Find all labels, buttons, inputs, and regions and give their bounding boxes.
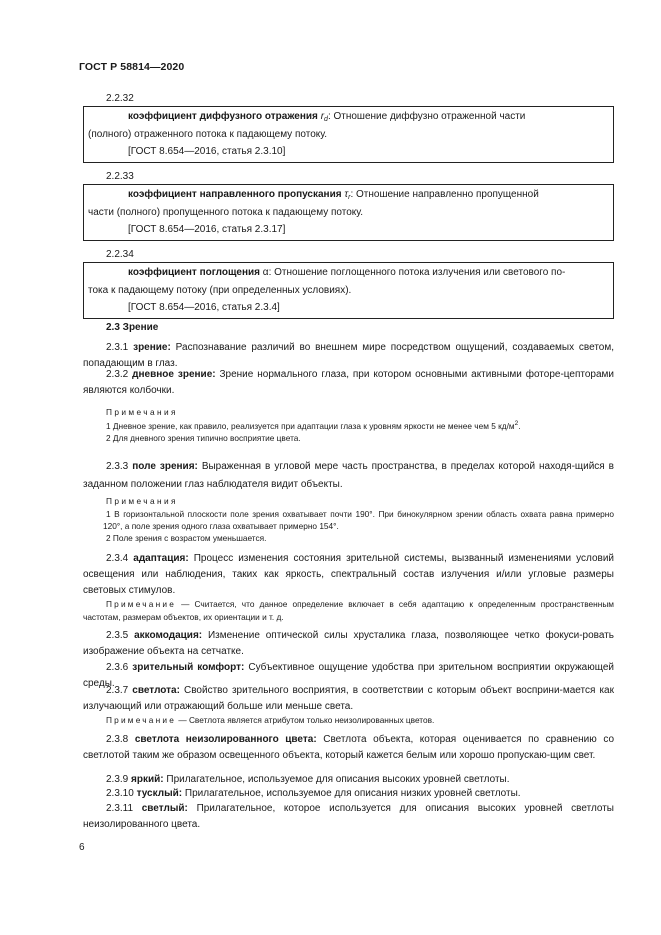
term-definition: коэффициент поглощения α: Отношение поглощенного потока излучения или светового по- — [128, 267, 566, 278]
definition-paragraph: 2.3.4 адаптация: Процесс изменения состояния зрительной системы, вызванный изменениями условий освещения или наблюдения, таких как яркость, спектральный состав излучения и/или угловые размеры световых стимулов. — [83, 553, 614, 596]
notes-heading: Примечания — [106, 496, 178, 506]
note-item: 1 Дневное зрение, как правило, реализуется при адаптации глаза к уровням яркости не менее чем 5 $кд/м^2$. — [106, 420, 521, 431]
definition-paragraph: 2.3.2 дневное зрение: Зрение нормального глаза, при котором основными активными фоторе-цепторами являются колбочки. — [83, 369, 614, 396]
term-definition-cont: (полного) отраженного потока к падающему потоку. — [88, 128, 328, 140]
term-symbol-sub: d — [324, 116, 328, 123]
term-symbol: r — [320, 111, 325, 122]
term-definition: коэффициент диффузного отражения $r_d$: Отношение диффузно отраженной части — [128, 111, 526, 123]
term-box — [83, 262, 614, 319]
note-item: Примечание — Светлота является атрибутом только неизолированных цветов. — [106, 715, 435, 725]
definition-paragraph: 2.3.6 зрительный комфорт: Субъективное ощущение удобства при зрительном восприятии окружающей среды. — [83, 662, 614, 689]
definition-paragraph: 2.3.3 поле зрения: Выраженная в угловой мере часть пространства, в пределах которой находя-щийся в заданном положении глаз наблюдателя видит объекты. — [83, 461, 614, 490]
term-symbol-sub: r — [348, 194, 351, 201]
document-header: ГОСТ Р 58814—2020 — [79, 61, 185, 73]
term-number: 2.2.33 — [106, 171, 134, 182]
section-title: 2.3 Зрение — [106, 322, 159, 333]
definition-paragraph: 2.3.1 зрение: Распознавание различий во внешнем мире посредством ощущений, создаваемых светом, попадающим в глаз. — [83, 342, 615, 369]
term-definition-cont: части (полного) пропущенного потока к падающему потоку. — [88, 206, 364, 218]
definition-paragraph: 2.3.5 аккомодация: Изменение оптической силы хрусталика глаза, позволяющее четко фокуси-ровать изображение объекта на сетчатке. — [83, 630, 614, 657]
term-definition: коэффициент направленного пропускания $\tau_r$: Отношение направленно пропущенной — [128, 189, 539, 201]
note-item: 2 Поле зрения с возрастом уменьшается. — [106, 533, 267, 543]
definition-paragraph: 2.3.8 светлота неизолированного цвета: Светлота объекта, которая оценивается по сравнению со светлотой таким же образом освещенного объекта, который кажется белым или хорошо пропускаю-щим свет. — [83, 734, 615, 761]
term-reference: [ГОСТ 8.654—2016, статья 2.3.10] — [128, 146, 286, 157]
term-name: коэффициент поглощения — [128, 267, 261, 278]
term-name: коэффициент направленного пропускания — [128, 189, 342, 200]
definition-paragraph: 2.3.9 яркий: Прилагательное, используемое для описания высоких уровней светлоты. — [106, 774, 510, 785]
term-box — [83, 106, 614, 163]
term-box — [83, 184, 614, 241]
notes-heading: Примечания — [106, 407, 178, 417]
note-item: Примечание — Считается, что данное определение включает в себя адаптацию к определенным пространственным частотам, размерам объектов, их ориентации и т. д. — [83, 599, 614, 622]
term-reference: [ГОСТ 8.654—2016, статья 2.3.17] — [128, 224, 286, 235]
term-definition-cont: тока к падающему потоку (при определенных условиях). — [88, 284, 352, 296]
term-name: коэффициент диффузного отражения — [128, 111, 318, 122]
page-number: 6 — [79, 842, 85, 853]
note-item: 2 Для дневного зрения типично восприятие цвета. — [106, 433, 301, 443]
note-item: 1 В горизонтальной плоскости поле зрения охватывает почти 190°. При бинокулярном зрении область охвата равна примерно 120°, а поле зрения одного глаза охватывает примерно 154°. — [103, 509, 614, 531]
definition-paragraph: 2.3.10 тусклый: Прилагательное, используемое для описания низких уровней светлоты. — [106, 788, 521, 799]
definition-paragraph: 2.3.7 светлота: Свойство зрительного восприятия, в соответствии с которым объект восприни-мается как излучающий или отражающий больше или меньше света. — [83, 685, 614, 712]
term-number: 2.2.32 — [106, 93, 134, 104]
term-symbol: τ — [344, 189, 349, 200]
term-reference: [ГОСТ 8.654—2016, статья 2.3.4] — [128, 302, 280, 313]
term-symbol: α — [262, 267, 269, 278]
term-number: 2.2.34 — [106, 249, 134, 260]
definition-paragraph: 2.3.11 светлый: Прилагательное, которое используется для описания высоких уровней светлоты неизолированного цвета. — [83, 803, 614, 830]
